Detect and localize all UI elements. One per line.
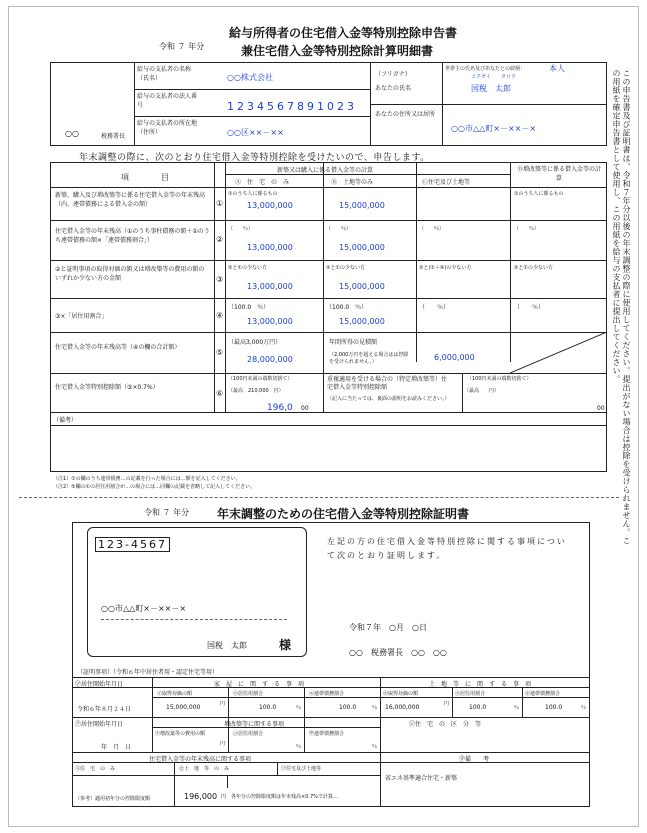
row1-a-sub: ①のうち人に係るもの (228, 191, 278, 197)
cert-date: 令和７年 ○月 ○日 (349, 623, 427, 632)
col-a-header: Ⓐ 住 宅 の み (235, 179, 290, 186)
cert-recipient: 国税 太郎 (207, 641, 247, 650)
payer-name-value[interactable]: ○○株式会社 (227, 73, 273, 82)
h-col-ratio: ㋒居住用割合 (233, 691, 264, 697)
row2-c-sub: （ ％） (419, 226, 445, 232)
col-d-header: Ⓓ増改築等に係る借入金等の計算 (516, 166, 601, 182)
row2-a-value[interactable]: 13,000,000 (247, 243, 293, 252)
cert-title: 年末調整のための住宅借入金等特別控除証明書 (217, 507, 470, 521)
limit-unit: 円 (221, 794, 227, 800)
cert-honorific: 様 (279, 638, 292, 652)
bal-col-house: ㋜住 宅 の み (75, 766, 116, 772)
row5-num: ⑤ (216, 348, 224, 357)
l-col-ratio: ㋕居住用割合 (455, 691, 486, 697)
col-b-header: Ⓑ 土地等のみ (331, 179, 374, 186)
row6-num: ⑥ (216, 389, 224, 398)
l-ratio-unit: ％ (514, 705, 520, 711)
applicant-address-label: あなたの住所又は居所 (375, 111, 436, 118)
row4-c-sub: （ ％） (419, 304, 450, 311)
limit-value: 196,000 (184, 792, 218, 801)
row2-a-sub: （ ％） (228, 226, 254, 232)
bal-col-land: ㋝土 地 等 の み (179, 766, 230, 772)
row1-d-sub: ①のうち人に係るもの (514, 191, 564, 197)
row1-a-value[interactable]: 13,000,000 (247, 201, 293, 210)
move-date: 令和６年８月２４日 (77, 706, 132, 713)
l-col-price: ㋔取得対価の額 (383, 691, 419, 697)
row1-label: 新築、購入及び増改築等に係る住宅借入金等の年末残高（内、連帯債務による借入金の額） (55, 192, 206, 208)
form-page (8, 6, 639, 827)
reno-col-joint: ㋚連帯債務割合 (309, 731, 345, 737)
l-col-joint: ㋖連帯債務割合 (525, 691, 561, 697)
l-joint-value: 100.0 (545, 704, 563, 711)
cert-remarks-value: 省エネ基準適合住宅・新築 (385, 775, 458, 782)
applicant-furigana-value[interactable]: コクゼイ タロウ (471, 74, 516, 80)
row6-c-max: （最高 円） (464, 388, 500, 394)
row6-a-sub: （100円未満の端数切捨て） (228, 376, 293, 382)
col-c-header: Ⓒ住宅及び土地等 (422, 179, 471, 186)
applicant-name-label: あなたの氏名 (375, 85, 412, 92)
limit-label: （参考）適用初年分の控除限度額 (75, 796, 151, 802)
row2-num: ② (216, 235, 224, 244)
intro-text: 年末調整の際に、次のとおり住宅借入金等特別控除を受けたいので、申告します。 (79, 153, 430, 163)
row3-label: ②と証明事項の取得対価の額又は増改築等の費用の額のいずれか少ない方の金額 (55, 266, 205, 282)
zip-code: 123-4567 (95, 537, 170, 552)
applicant-address-value[interactable]: ○○市△△町×－××－× (451, 124, 537, 133)
row4-a-value[interactable]: 13,000,000 (247, 317, 293, 326)
h-col-price: ㋑取得対価の額 (157, 691, 193, 697)
row6-c-tail: 00 (597, 405, 605, 412)
cert-row2-left: ㋗居住開始年月日 (75, 721, 124, 728)
row1-num: ① (216, 199, 224, 208)
reno-cost-unit: 円 (220, 741, 226, 747)
payer-corp-no-label: 給与の支払者の法人番号 (137, 93, 198, 109)
row4-num: ④ (216, 311, 224, 320)
h-col-joint: ㋓連帯債務割合 (309, 691, 345, 697)
matters-heading: （証明事項）（令和６年中居住者用・認定住宅等用） (77, 669, 219, 676)
row4-a-sub: （100.0 ％） (228, 304, 270, 311)
row6-c-sub: （100円未満の端数切捨て） (467, 376, 532, 382)
house-heading: 家 屋 に 関 す る 事 項 (214, 681, 305, 688)
header-title-line1: 給与所得者の住宅借入金等特別控除申告書 (229, 26, 458, 40)
row3-a-value[interactable]: 13,000,000 (247, 282, 293, 291)
col-item-header: 項 目 (121, 173, 169, 182)
row6-a-max: （最高 210,000 円） (228, 388, 284, 394)
row3-num: ③ (216, 275, 224, 284)
row3-a-sub: ②と①の少ない方 (228, 265, 267, 271)
h-price-unit: 円 (220, 701, 226, 707)
row4-label: ③×「居住用割合」 (55, 313, 108, 320)
h-ratio-value: 100.0 (259, 704, 277, 711)
row5-b-sub: 年間所得の見積額 (329, 339, 378, 346)
row6-b-note: （記入に当たっては、裏面の説明をお読みください。） (327, 396, 450, 402)
row2-d-sub: （ ％） (514, 226, 540, 232)
row3-d-sub: ②と①の少ない方 (514, 265, 553, 271)
cert-row1-left: ㋐居住開始年月日 (75, 681, 124, 688)
applicant-furigana-label: （フリガナ） (375, 71, 411, 78)
applicant-name-value[interactable]: 国税 太郎 (471, 84, 511, 93)
footnote-1: （注1）①の欄のうち連帯債務…の記載を行った場合には…額を記入してください。 (53, 476, 241, 482)
cert-era-year: 令和 ７ 年分 (144, 508, 190, 517)
h-price-value: 15,000,000 (166, 704, 201, 711)
l-ratio-value: 100.0 (469, 704, 487, 711)
relation-value[interactable]: 本人 (549, 64, 565, 73)
h-joint-unit: ％ (372, 705, 378, 711)
row6-a-tail: 00 (301, 405, 309, 412)
reno-date-blank: 年 月 日 (101, 744, 132, 751)
l-price-value: 16,000,000 (385, 704, 420, 711)
limit-note: 各年分の控除限度額は年末残高×0.7%で計算… (231, 794, 338, 800)
calc-remarks-box (50, 412, 607, 472)
h-joint-value: 100.0 (339, 704, 357, 711)
row5-label: 住宅借入金等の年末残高等（④の欄の合計額） (55, 344, 181, 351)
reno-col-cost: ㋘増改築等の費用の額 (155, 731, 206, 737)
tax-office-name: ○○ (65, 129, 79, 138)
reno-col-ratio: ㋙居住用割合 (233, 731, 264, 737)
balance-heading: 住宅借入金等の年末残高に関する事項 (149, 756, 252, 763)
relation-label: 世帯主の氏名及びあなたとの続柄： (445, 66, 526, 72)
reno-joint-unit: ％ (372, 744, 378, 750)
bal-col-both: ㋞住宅及び土地等 (281, 766, 322, 772)
row6-label: 住宅借入金等特別控除額（⑤×0.7%） (55, 384, 159, 391)
header-title-line2: 兼住宅借入金等特別控除計算明細書 (241, 44, 434, 58)
row3-c-sub: ②と(①＋④)の少ない方 (419, 265, 472, 271)
row3-b-sub: ②と①の少ない方 (326, 265, 365, 271)
row5-b-note: （2,000万円を超える場合はは控除を受けられません。） (329, 352, 409, 365)
row2-b-value[interactable]: 15,000,000 (339, 243, 385, 252)
payer-address-value[interactable]: ○○区××－×× (227, 128, 284, 137)
house-type-label: ㋛住 宅 の 区 分 等 (409, 721, 482, 728)
cert-remarks-label: ㋟備 考 (459, 756, 490, 763)
row6-b-sub: 重複適用を受ける場合の（特定増改築等）住宅借入金等特別控除額 (327, 376, 448, 391)
row5-a-value[interactable]: 28,000,000 (247, 355, 293, 364)
row5-b-value[interactable]: 6,000,000 (434, 353, 475, 362)
row4-d-sub: （ ％） (514, 304, 545, 311)
row6-a-value[interactable]: 196,0 (267, 403, 293, 413)
cert-office: ○○ 税務署長 ○○ ○○ (349, 648, 447, 657)
row4-b-value[interactable]: 15,000,000 (339, 317, 385, 326)
l-price-unit: 円 (444, 701, 450, 707)
payer-address-label: 給与の支払者の所在地（住所） (137, 120, 198, 136)
row3-b-value[interactable]: 15,000,000 (339, 282, 385, 291)
row4-b-sub: （100.0 ％） (326, 304, 368, 311)
side-note: この申告書及び証明書は、令和７年分以後の年末調整の際に使用してください。提出がない場合は控除を受けられません。この用紙を確定申告書として使用し、この用紙を給与の支払者に提出してください。 (612, 69, 631, 545)
cert-statement: 左記の方の住宅借入金等特別控除に関する事項について次のとおり証明します。 (327, 537, 567, 560)
reno-ratio-unit: ％ (296, 744, 302, 750)
row2-label: 住宅借入金等の年末残高（①のうち事柱債務の額＋①のうち連帯債務の額×「連帯債務割合」） (55, 228, 210, 244)
header-era-year: 令和 ７ 年分 (159, 42, 205, 51)
footnote-2: （注2）⑤欄の①の居住用割合が…の場合には…同欄の記載を省略して記入してください。 (53, 484, 256, 490)
col-new-header: 新築又は購入に係る借入金等の計算 (277, 167, 374, 174)
payer-corp-no-value[interactable]: 1234567891023 (227, 100, 357, 113)
l-joint-unit: ％ (581, 705, 587, 711)
row5-a-sub: （最高3,000万円） (228, 339, 282, 346)
land-heading: 土 地 等 に 関 す る 事 項 (429, 681, 532, 688)
reno-heading: 増改築等に関する事項 (224, 721, 285, 728)
calc-remarks-label: （備考） (53, 417, 78, 424)
tax-office-suffix: 税務署長 (101, 133, 126, 140)
h-ratio-unit: ％ (296, 705, 302, 711)
row5-diagonal (510, 332, 607, 373)
payer-name-label: 給与の支払者の名称（氏名） (137, 66, 192, 82)
row2-b-sub: （ ％） (326, 226, 352, 232)
row1-b-value[interactable]: 15,000,000 (339, 201, 385, 210)
cert-address: ○○市△△町×－××－× (101, 604, 187, 613)
